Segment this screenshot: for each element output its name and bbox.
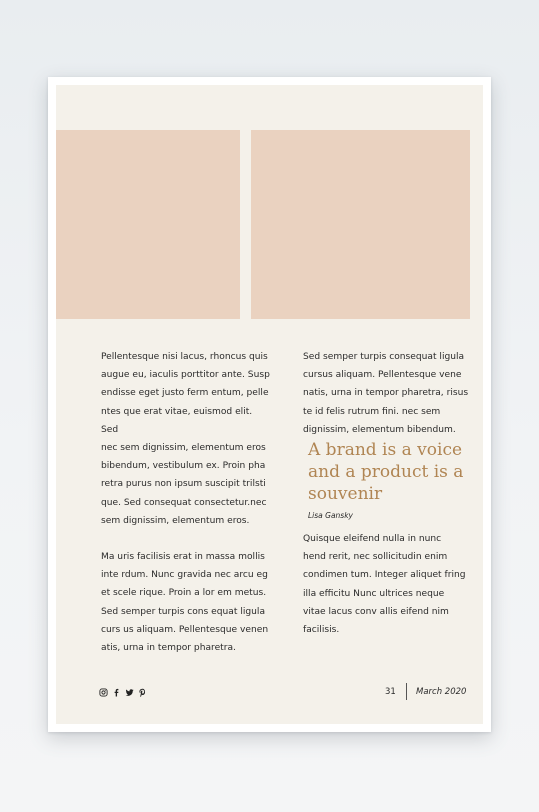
text-line: vitae lacus conv allis eifend nim bbox=[303, 606, 449, 617]
text-line: ntes que erat vitae, euismod elit. Sed bbox=[101, 406, 253, 435]
pull-quote bbox=[308, 439, 473, 505]
quote-line: and a product is a bbox=[308, 462, 464, 482]
image-placeholder-left bbox=[56, 130, 240, 319]
footer-divider bbox=[406, 683, 407, 700]
text-line: cursus aliquam. Pellentesque vene bbox=[303, 370, 462, 381]
text-line: bibendum, vestibulum ex. Proin pha bbox=[101, 461, 266, 472]
pinterest-icon[interactable] bbox=[138, 688, 147, 697]
text-line: inte rdum. Nunc gravida nec arcu eg bbox=[101, 570, 268, 581]
text-line: Quisque eleifend nulla in nunc bbox=[303, 534, 442, 544]
facebook-icon[interactable] bbox=[112, 688, 121, 697]
right-paragraph-1 bbox=[303, 348, 471, 439]
instagram-icon[interactable] bbox=[99, 688, 108, 697]
text-line: condimen tum. Integer aliquet fring bbox=[303, 570, 466, 581]
text-line: hend rerit, nec sollicitudin enim bbox=[303, 552, 448, 563]
text-line: nec sem dignissim, elementum eros bbox=[101, 443, 266, 454]
text-line: te id felis rutrum fini. nec sem bbox=[303, 406, 441, 417]
text-line: Pellentesque nisi lacus, rhoncus quis bbox=[101, 352, 268, 362]
right-text-top bbox=[303, 348, 471, 439]
quote-line: A brand is a voice bbox=[308, 440, 463, 460]
quote-line: souvenir bbox=[308, 484, 383, 504]
magazine-sheet bbox=[48, 77, 491, 732]
text-line: illa efficitu Nunc ultrices neque bbox=[303, 588, 445, 599]
text-line: retra purus non ipsum suscipit trilsti bbox=[101, 479, 266, 490]
text-line: Sed semper turpis consequat ligula bbox=[303, 352, 465, 362]
text-line: dignissim, elementum bibendum. bbox=[303, 424, 456, 435]
left-paragraph-2 bbox=[101, 548, 271, 657]
text-line: Ma uris facilisis erat in massa mollis bbox=[101, 552, 265, 563]
issue-date: March 2020 bbox=[416, 687, 467, 697]
text-line: augue eu, iaculis porttitor ante. Susp bbox=[101, 370, 270, 381]
twitter-icon[interactable] bbox=[125, 688, 134, 697]
text-line: natis, urna in tempor pharetra, risus bbox=[303, 388, 469, 399]
magazine-page bbox=[56, 85, 483, 724]
text-line: endisse eget justo ferm entum, pelle bbox=[101, 388, 269, 399]
quote-author: Lisa Gansky bbox=[308, 511, 353, 520]
social-icons bbox=[99, 686, 147, 698]
text-line: curs us aliquam. Pellentesque venen bbox=[101, 624, 269, 635]
text-line: et scele rique. Proin a lor em metus. bbox=[101, 588, 267, 599]
right-text-bottom bbox=[303, 530, 471, 639]
text-line: atis, urna in tempor pharetra. bbox=[101, 643, 236, 654]
page-number: 31 bbox=[385, 687, 396, 697]
left-text-column bbox=[101, 348, 271, 657]
text-line: facilisis. bbox=[303, 625, 340, 636]
left-paragraph-1 bbox=[101, 348, 271, 530]
image-placeholder-right bbox=[251, 130, 470, 319]
text-line: sem dignissim, elementum eros. bbox=[101, 515, 250, 526]
text-line: Sed semper turpis cons equat ligula bbox=[101, 606, 266, 617]
right-paragraph-2 bbox=[303, 530, 471, 639]
text-line: que. Sed consequat consectetur.nec bbox=[101, 497, 267, 508]
